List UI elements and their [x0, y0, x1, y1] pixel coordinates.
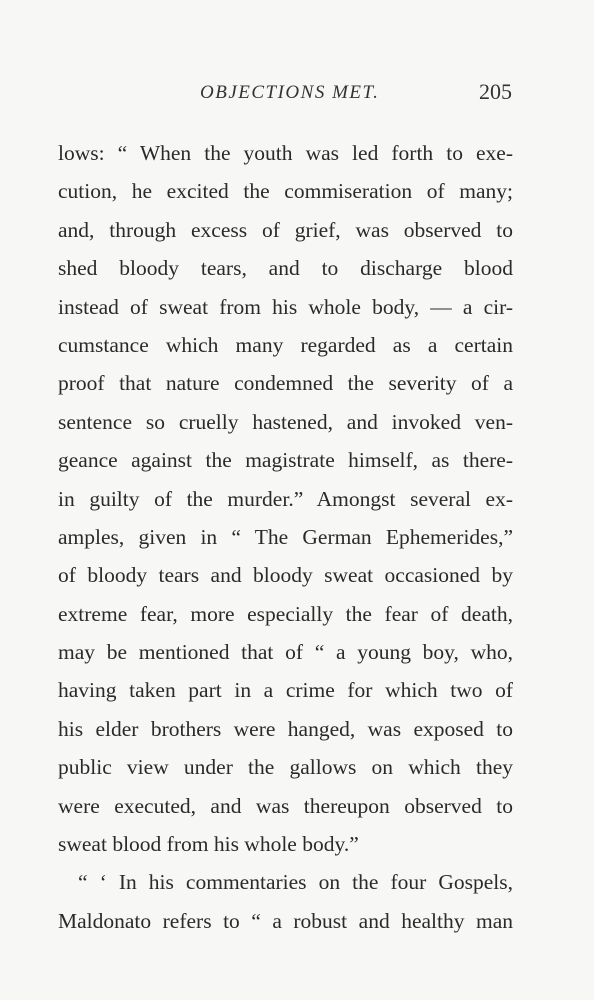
text-line: may be mentioned that of “ a young boy, who,	[58, 640, 513, 665]
text-line: having taken part in a crime for which two of	[58, 678, 513, 703]
text-line: geance against the magistrate himself, as there-	[58, 448, 513, 473]
text-line: in guilty of the murder.” Amongst several ex-	[58, 486, 513, 511]
text-line: lows: “ When the youth was led forth to exe-	[58, 141, 513, 165]
text-line: cumstance which many regarded as a certain	[58, 332, 513, 357]
text-line: extreme fear, more especially the fear of death,	[58, 601, 513, 626]
text-line: instead of sweat from his whole body, — a cir-	[58, 294, 513, 319]
text-line: his elder brothers were hanged, was exposed to	[58, 716, 513, 741]
text-line: amples, given in “ The German Ephemerides,”	[58, 524, 513, 549]
text-line: Maldonato refers to “ a robust and healthy man	[58, 908, 513, 933]
text-line: were executed, and was thereupon observed to	[58, 793, 513, 818]
page-number: 205	[479, 79, 512, 104]
text-line: and, through excess of grief, was observed to	[58, 217, 513, 242]
text-line: “ ‘ In his commentaries on the four Gospels,	[78, 870, 513, 895]
text-line: public view under the gallows on which they	[58, 755, 513, 780]
text-line: sentence so cruelly hastened, and invoked ven-	[58, 409, 513, 434]
text-line: of bloody tears and bloody sweat occasioned by	[58, 563, 513, 588]
text-line: cution, he excited the commiseration of many;	[58, 179, 513, 204]
running-title: OBJECTIONS MET.	[200, 82, 380, 103]
text-line: shed bloody tears, and to discharge blood	[58, 256, 513, 281]
text-line: sweat blood from his whole body.”	[58, 832, 359, 857]
text-line: proof that nature condemned the severity of a	[58, 371, 513, 396]
body-text	[58, 134, 513, 940]
